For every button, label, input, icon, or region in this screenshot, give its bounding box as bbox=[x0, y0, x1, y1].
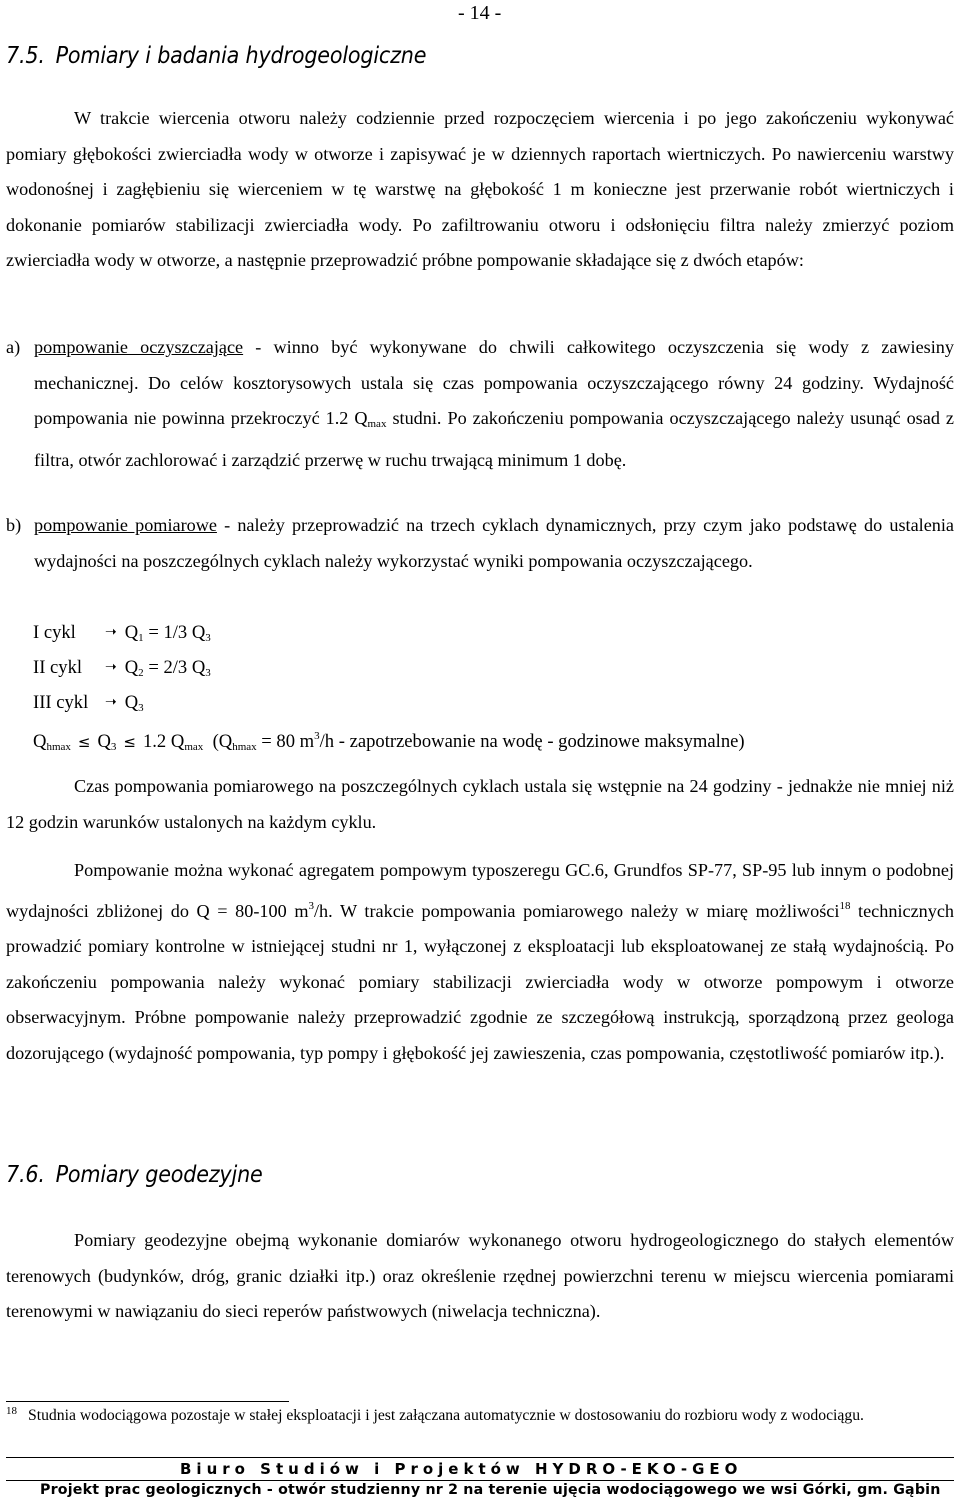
cycle-label: III cykl bbox=[33, 692, 89, 713]
term-cleaning-pumping: pompowanie oczyszczające bbox=[34, 337, 244, 357]
subscript-hmax: hmax bbox=[46, 741, 71, 753]
superscript-3: 3 bbox=[308, 899, 314, 912]
footnote bbox=[6, 1404, 954, 1427]
para3-text: technicznych prowadzić pomiary kontrolne w istniejącej studni nr 1, wyłączonej z eksploatacji lub eksploatowanej ze stałą wydajnością. Po zakończeniu pompowania należy wykonać pomiary stabilizacji zwierciadła wody w otworze pompowym i otworze obserwacyjnym. Próbne pompowanie należy przeprowadzić zgodnie ze szczegółową instrukcją, sporządzoną przez geologa dozorującego (wydajność pompowania, typ pompy i głębokość jej zawieszenia, czas pompowania, częstotliwość pomiarów itp.). bbox=[6, 900, 954, 1063]
cycle-ratio: = 2/3 Q bbox=[143, 657, 206, 678]
subscript-hmax: hmax bbox=[232, 741, 257, 753]
list-marker: b) bbox=[6, 515, 22, 535]
para3-text: Pompowanie można wykonać agregatem pompowym typoszeregu GC.6, Grundfos SP-77, SP-95 lub innym o podobnej wydajności zbliżonej do Q = 80-100 m bbox=[6, 860, 954, 921]
formula-q3: Q bbox=[97, 731, 111, 752]
section-number: 7.5. bbox=[6, 43, 45, 69]
superscript-3: 3 bbox=[314, 730, 320, 742]
formula-paren: (Q bbox=[212, 731, 233, 752]
section-heading-7-6 bbox=[6, 1162, 263, 1188]
list-item-body bbox=[34, 330, 954, 478]
cycle-1 bbox=[33, 622, 211, 644]
section-heading-7-5 bbox=[6, 43, 426, 69]
item-a-text: - winno być wykonywane do chwili całkowitego oczyszczenia się wody z zawiesiny mechanicznej. Do celów kosztorysowych ustala się czas pompowania oczyszczającego równy 24 godziny. Wydajność pompowania nie powinna przekroczyć 1.2 Q bbox=[34, 337, 954, 428]
list-marker: a) bbox=[6, 337, 21, 357]
formula-eq: = 80 m bbox=[256, 731, 315, 752]
list-item-body bbox=[34, 508, 954, 579]
cycle-ratio: = 1/3 Q bbox=[143, 622, 206, 643]
paragraph-pumping-duration: Czas pompowania pomiarowego na poszczególnych cyklach ustala się wstępnie na 24 godziny - jednakże nie mniej niż 12 godzin warunków ustalonych na każdym cyklu. bbox=[6, 776, 954, 832]
footer-divider-top bbox=[6, 1457, 954, 1458]
footer-project: Projekt prac geologicznych - otwór studzienny nr 2 na terenie ujęcia wodociągowego we wsi Górki, gm. Gąbin bbox=[40, 1482, 941, 1498]
less-equal-icon: ≤ bbox=[123, 733, 136, 751]
formula-q: Q bbox=[33, 731, 47, 752]
paragraph-drilling-measurements: W trakcie wiercenia otworu należy codziennie przed rozpoczęciem wiercenia i po jego zakończeniu wykonywać pomiary głębokości zwierciadła wody w otworze i zapisywać je w dziennych raportach wiertniczych. Po nawierceniu warstwy wodonośnej i zagłębieniu się wierceniem w tę warstwę na głębokość 1 m konieczne jest przerwanie robót wiertniczych i dokonanie pomiarów stabilizacji zwierciadła wody. Po zafiltrowaniu otworu i odsłonięciu filtra należy zmierzyć poziom zwierciadła wody w otworze, a następnie przeprowadzić próbne pompowanie składające się z dwóch etapów: bbox=[6, 108, 954, 270]
footnote-text: Studnia wodociągowa pozostaje w stałej eksploatacji i jest załączana automatycznie w dostosowaniu do rozbioru wody z wodociągu. bbox=[28, 1407, 864, 1424]
section-title: Pomiary i badania hydrogeologiczne bbox=[55, 43, 427, 69]
subscript-max: max bbox=[367, 418, 387, 430]
arrow-icon: ➝ bbox=[105, 694, 117, 710]
subscript-max: max bbox=[184, 741, 204, 753]
footnote-divider bbox=[6, 1401, 289, 1402]
cycle-q: Q bbox=[124, 622, 139, 643]
cycle-q: Q bbox=[124, 657, 139, 678]
section-title: Pomiary geodezyjne bbox=[55, 1162, 263, 1188]
formula-coef: 1.2 Q bbox=[142, 731, 185, 752]
cycle-sub2: 3 bbox=[205, 667, 211, 679]
paragraph-geodetic-measurements: Pomiary geodezyjne obejmą wykonanie domiarów wykonanego otworu hydrogeologicznego do stałych elementów terenowych (budynków, dróg, granic działki itp.) oraz określenie rzędnej powierzchni terenu w miejscu wiercenia pomiarami terenowymi w nawiązaniu do sieci reperów państwowych (niwelacja techniczna). bbox=[6, 1230, 954, 1321]
cycle-q: Q bbox=[124, 692, 139, 713]
list-item-measurement-pumping bbox=[6, 508, 954, 579]
footer-divider-middle bbox=[6, 1480, 954, 1481]
subscript-3: 3 bbox=[110, 741, 117, 753]
para3-text: /h. W trakcie pompowania pomiarowego należy w miarę możliwości bbox=[313, 900, 840, 921]
item-a-text-end: studni. Po zakończeniu pompowania oczyszczającego należy usunąć osad z filtra, otwór zachlorować i zarządzić przerwę w ruchu trwającą minimum 1 dobę. bbox=[34, 408, 954, 470]
list-item-cleaning-pumping bbox=[6, 330, 954, 478]
cycle-sub: 2 bbox=[138, 667, 144, 679]
footnote-number: 18 bbox=[6, 1405, 17, 1417]
footnote-reference[interactable]: 18 bbox=[839, 899, 851, 912]
cycle-sub2: 3 bbox=[205, 632, 211, 644]
less-equal-icon: ≤ bbox=[77, 733, 91, 751]
paragraph-pump-equipment bbox=[6, 853, 954, 1071]
cycle-sub: 1 bbox=[138, 632, 144, 644]
formula-description: /h - zapotrzebowanie na wodę - godzinowe maksymalne) bbox=[319, 731, 745, 752]
term-measurement-pumping: pompowanie pomiarowe bbox=[34, 515, 217, 535]
cycle-3 bbox=[33, 692, 144, 714]
cycle-2 bbox=[33, 657, 211, 679]
page-number: - 14 - bbox=[458, 2, 502, 24]
capacity-formula bbox=[33, 730, 745, 753]
section-number: 7.6. bbox=[6, 1162, 45, 1188]
cycle-label: I cykl bbox=[33, 622, 76, 643]
cycle-sub: 3 bbox=[138, 702, 144, 714]
footer-company: Biuro Studiów i Projektów HYDRO-EKO-GEO bbox=[180, 1460, 743, 1478]
cycle-label: II cykl bbox=[33, 657, 83, 678]
arrow-icon: ➝ bbox=[105, 659, 117, 675]
arrow-icon: ➝ bbox=[105, 624, 117, 640]
item-b-text: - należy przeprowadzić na trzech cyklach dynamicznych, przy czym jako podstawę do ustalenia wydajności na poszczególnych cyklach należy wykorzystać wyniki pompowania oczyszczającego. bbox=[34, 515, 954, 571]
